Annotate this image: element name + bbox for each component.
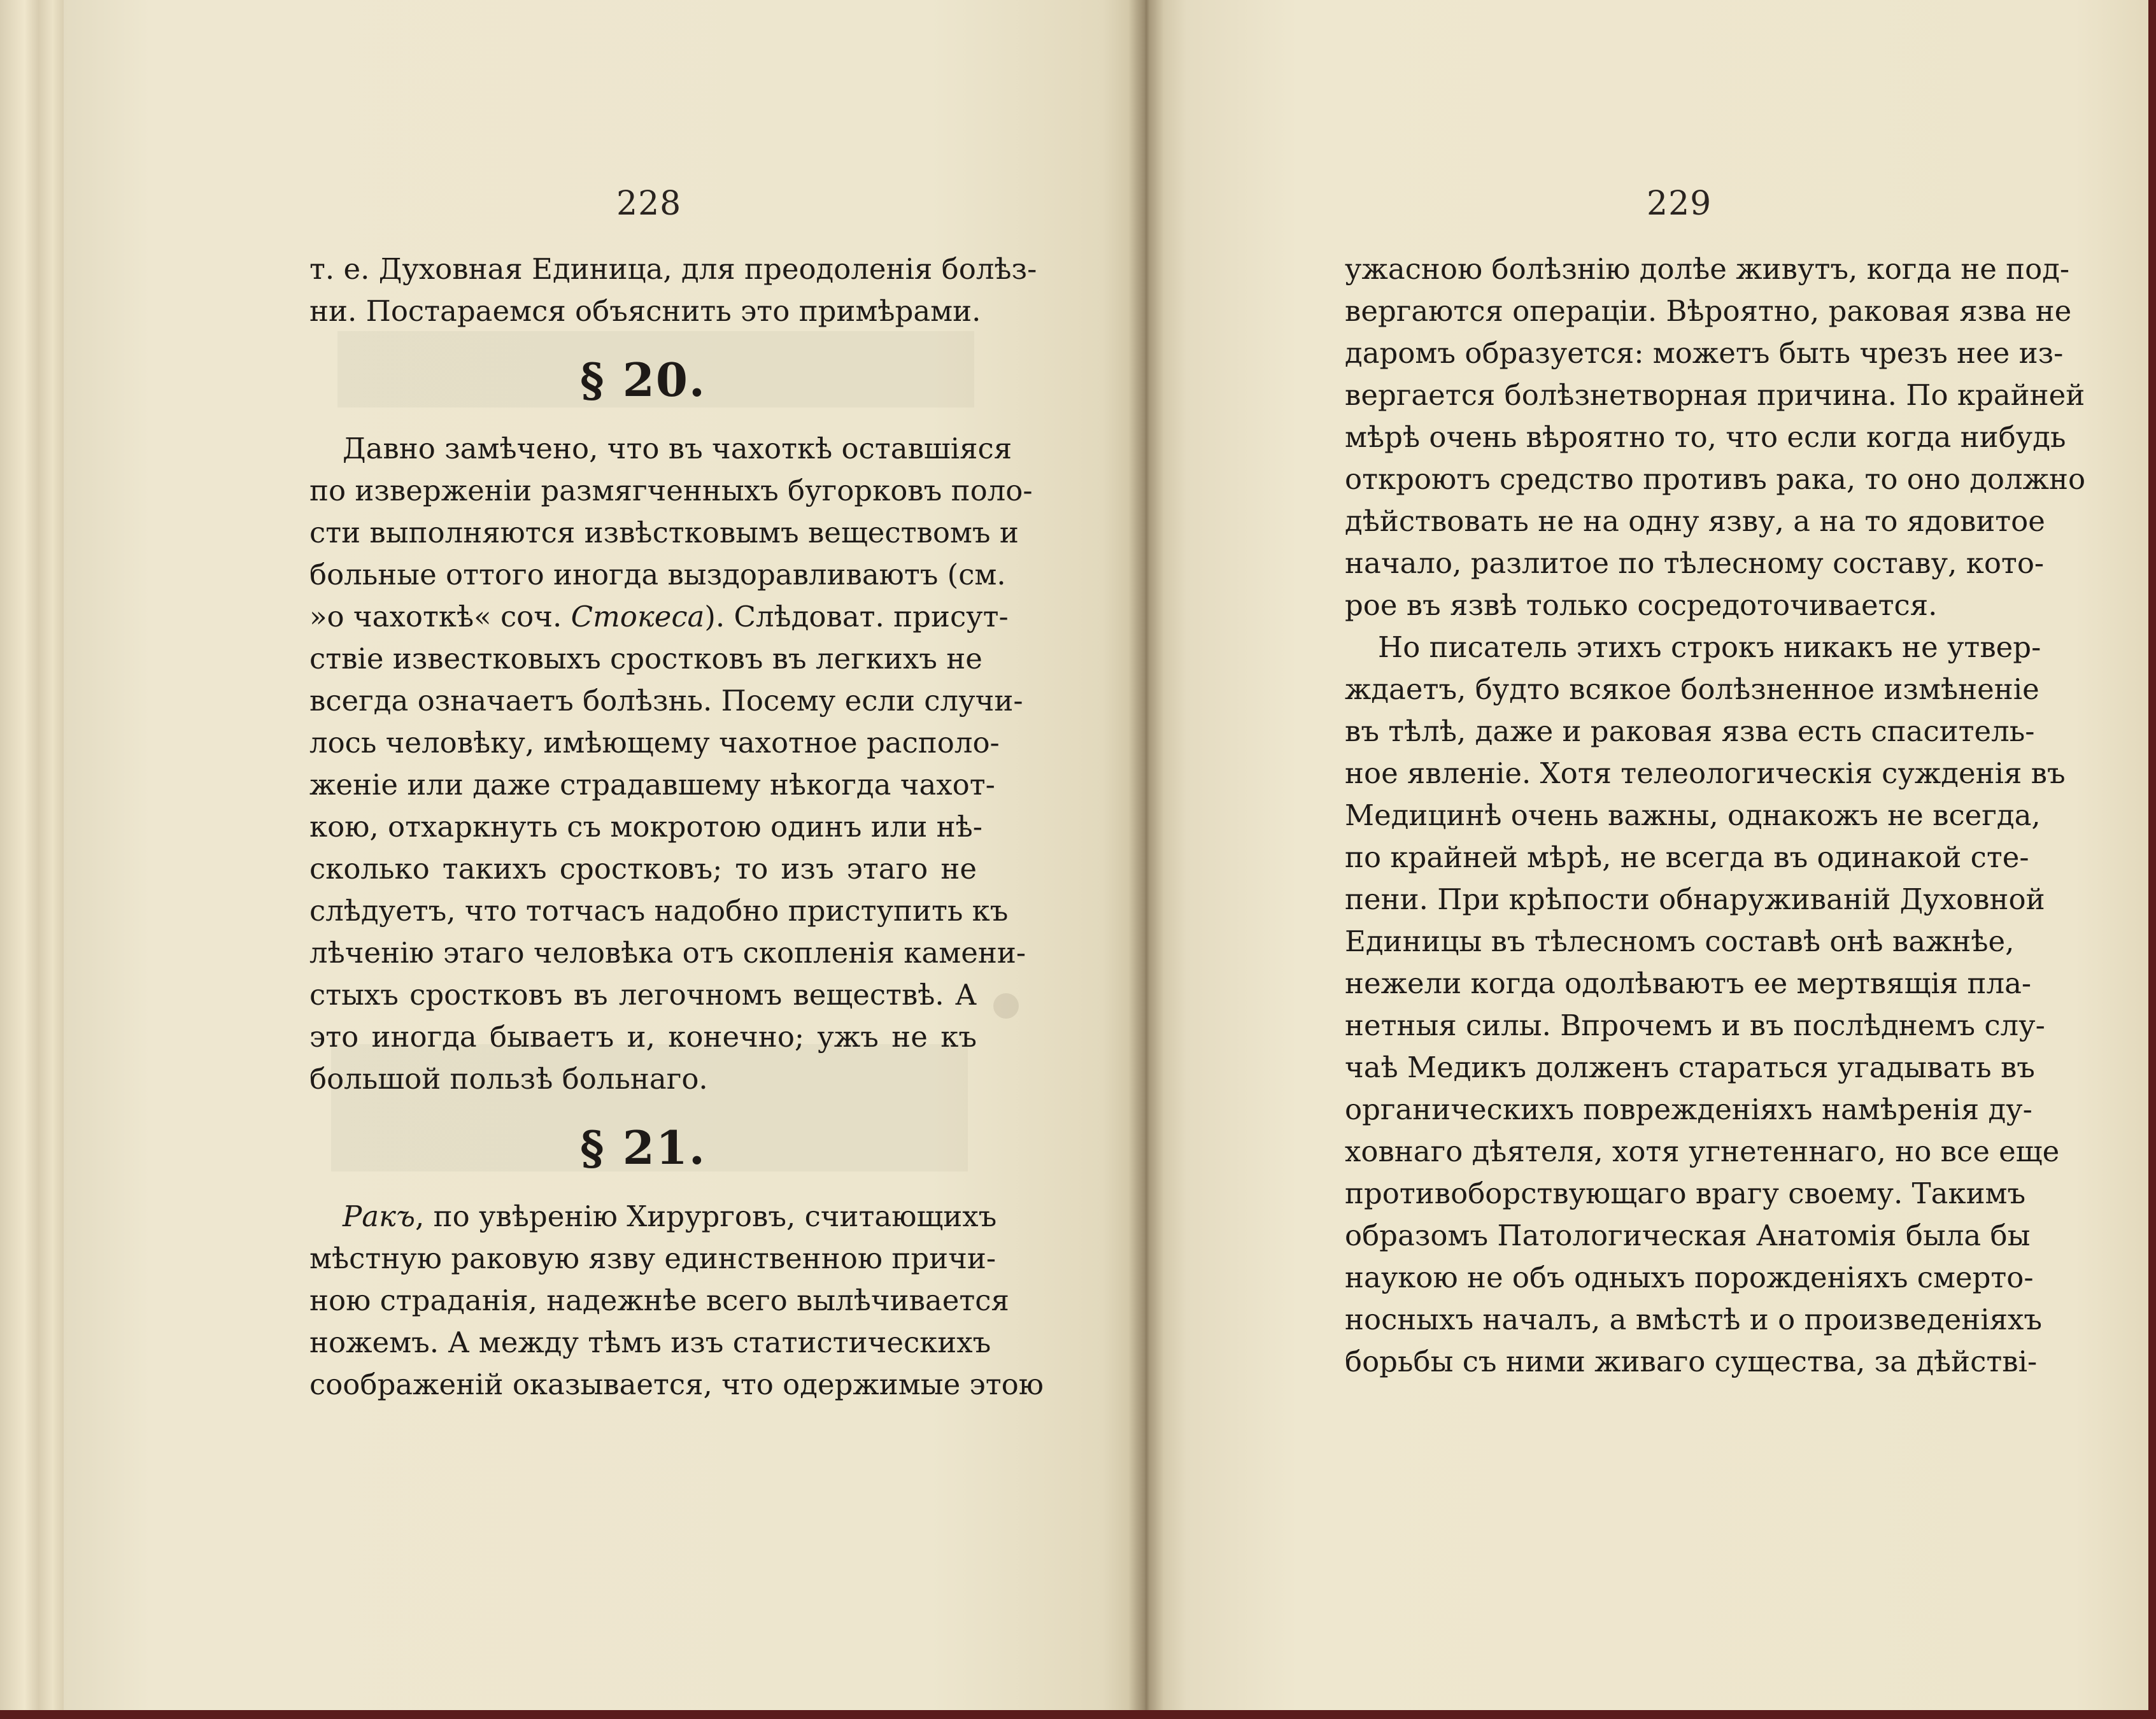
text-span: , по увѣренію Хирурговъ, считающихъ [415,1199,997,1233]
text-line: всегда означаетъ болѣзнь. Посему если случи- [309,684,1023,718]
text-line: ножемъ. А между тѣмъ изъ статистическихъ [309,1326,991,1359]
text-line: даромъ образуется: можетъ быть чрезъ нее из- [1345,336,2064,370]
text-line: ждаетъ, будто всякое болѣзненное измѣненіе [1345,672,2039,706]
text-line: Но писатель этихъ строкъ никакъ не утвер- [1378,630,2041,664]
text-line: Единицы въ тѣлесномъ составѣ онѣ важнѣе, [1345,924,2015,958]
left-page-text [309,248,1044,1406]
author-name-italic: Стокеса [571,600,705,633]
text-line: ховнаго дѣятеля, хотя угнетеннаго, но все еще [1345,1135,2060,1168]
text-line: въ тѣлѣ, даже и раковая язва есть спаситель- [1345,714,2035,748]
text-line: носныхъ началъ, а вмѣстѣ и о произведеніяхъ [1345,1303,2042,1336]
text-line: по крайней мѣрѣ, не всегда въ одинакой сте- [1345,840,2029,874]
text-line: стыхъ сростковъ въ легочномъ веществѣ. А [309,978,977,1012]
text-line: дѣйствовать не на одну язву, а на то ядовитое [1345,504,2045,538]
text-line: нетныя силы. Впрочемъ и въ послѣднемъ слу- [1345,1008,2045,1042]
text-line: начало, разлитое по тѣлесному составу, кото- [1345,546,2045,580]
text-line [309,1196,997,1238]
text-line: т. е. Духовная Единица, для преодоленія болѣз- [309,252,1037,286]
section-heading-20: § 20. [580,353,706,407]
text-line: соображеній оказывается, что одержимые этою [309,1368,1044,1401]
text-line: большой пользѣ больнаго. [309,1062,708,1096]
page-number-left: 228 [616,185,682,223]
text-line: чаѣ Медикъ долженъ стараться угадывать въ [1345,1050,2035,1084]
text-line: ное явленіе. Хотя телеологическія сужденія въ [1345,756,2066,790]
text-line: пени. При крѣпости обнаруживаній Духовной [1345,882,2045,916]
text-line: ни. Постараемся объяснить это примѣрами. [309,294,981,328]
text-span: »о чахоткѣ« соч. [309,600,562,633]
text-line: ствіе известковыхъ сростковъ въ легкихъ не [309,642,982,676]
text-line: лѣченію этаго человѣка отъ скопленія камени- [309,936,1026,970]
text-line: кою, отхаркнуть съ мокротою одинъ или нѣ- [309,810,982,844]
text-line: нежели когда одолѣваютъ ее мертвящія пла- [1345,966,2032,1000]
text-line: органическихъ поврежденіяхъ намѣренія ду- [1345,1093,2032,1126]
text-line: Давно замѣчено, что въ чахоткѣ оставшіяся [343,432,1012,465]
page-number-right: 229 [1647,185,1712,223]
text-line: это иногда бываетъ и, конечно; ужъ не къ [309,1020,977,1054]
text-line: слѣдуетъ, что тотчасъ надобно приступить къ [309,894,1009,928]
text-line: по изверженіи размягченныхъ бугорковъ поло- [309,474,1033,507]
text-line: сколько такихъ сростковъ; то изъ этаго не [309,852,977,886]
text-line: ною страданія, надежнѣе всего вылѣчивается [309,1284,1009,1317]
paper-stain [993,993,1019,1019]
cover-edge-right [2148,0,2156,1719]
text-line: рое въ язвѣ только сосредоточивается. [1345,588,1938,622]
section-heading-21: § 21. [580,1121,706,1175]
text-line: Медицинѣ очень важны, однакожъ не всегда, [1345,798,2041,832]
term-italic: Ракъ [343,1199,415,1233]
text-line: наукою не объ одныхъ порожденіяхъ смерто- [1345,1261,2034,1294]
book-gutter [1128,0,1164,1719]
text-line: борьбы съ ними живаго существа, за дѣйстві- [1345,1345,2038,1378]
text-line: вергаются операціи. Вѣроятно, раковая язва не [1345,294,2072,328]
text-line: больные оттого иногда выздоравливаютъ (см. [309,558,1006,591]
text-line: откроютъ средство противъ рака, то оно должно [1345,462,2086,496]
text-line [309,596,1009,638]
text-line: лось человѣку, имѣющему чахотное располо- [309,726,1000,760]
cover-edge-bottom [0,1710,2156,1719]
text-line: ужасною болѣзнію долѣе живутъ, когда не под- [1345,252,2070,286]
text-line: вергается болѣзнетворная причина. По крайней [1345,378,2085,412]
text-line: мѣстную раковую язву единственною причи- [309,1242,996,1275]
text-line: женіе или даже страдавшему нѣкогда чахот- [309,768,995,802]
text-line: образомъ Патологическая Анатомія была бы [1345,1219,2031,1252]
text-line: мѣрѣ очень вѣроятно то, что если когда нибудь [1345,420,2066,454]
text-line: сти выполняются извѣстковымъ веществомъ и [309,516,1019,549]
text-span: ). Слѣдоват. присут- [704,600,1009,633]
page-leaf-edges [0,0,70,1719]
right-page-text [1345,248,2086,1383]
text-line: противоборствующаго врагу своему. Такимъ [1345,1177,2026,1210]
